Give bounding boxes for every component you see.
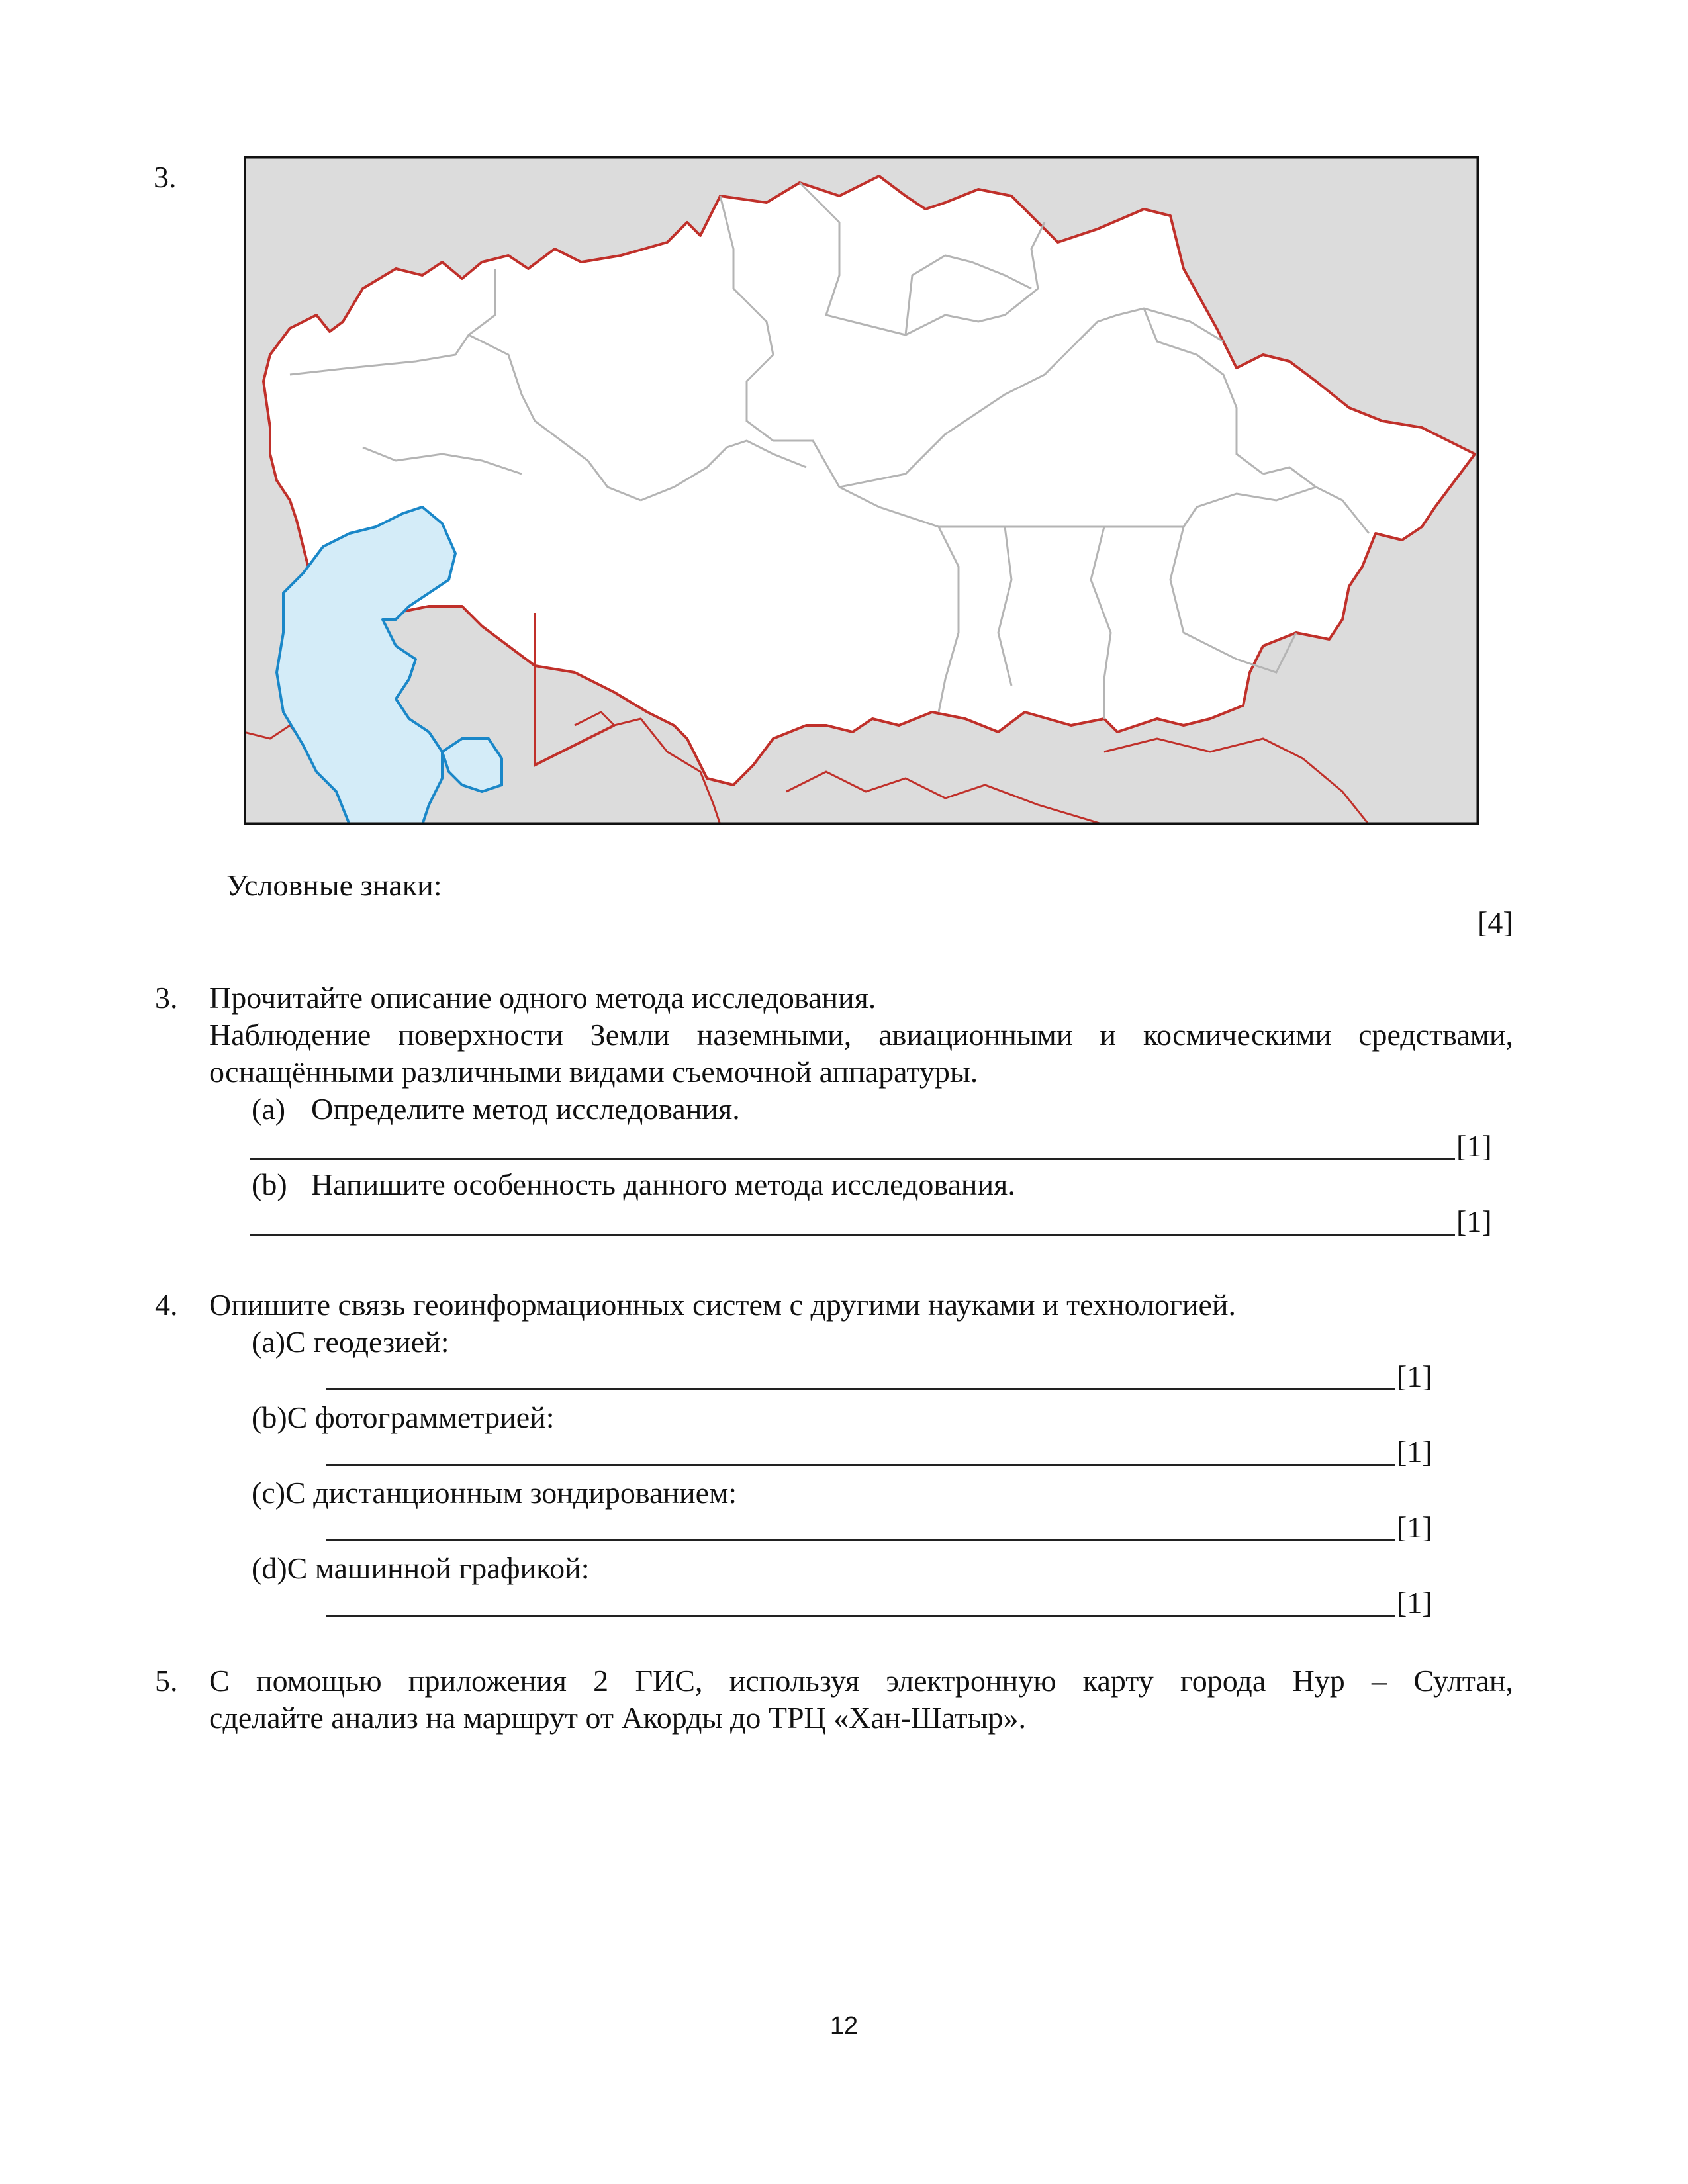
q3-a-score: [1] bbox=[1456, 1129, 1492, 1163]
q4-item-d-score: [1] bbox=[1397, 1586, 1432, 1619]
page-number: 12 bbox=[829, 2012, 859, 2040]
q4-item-a-label: (a)С геодезией: bbox=[252, 1325, 449, 1359]
q4-item-d-label: (d)С машинной графикой: bbox=[252, 1551, 590, 1585]
q4-item-d-answer-line[interactable] bbox=[326, 1615, 1395, 1617]
q3-a-marker: (a) bbox=[252, 1092, 286, 1126]
q4-item-c-score: [1] bbox=[1397, 1510, 1432, 1544]
q3-b-answer-line[interactable] bbox=[250, 1234, 1455, 1236]
q3-b-score: [1] bbox=[1456, 1205, 1492, 1238]
q4-item-b-score: [1] bbox=[1397, 1435, 1432, 1469]
q4-item-c-answer-line[interactable] bbox=[326, 1539, 1395, 1541]
q4-item-a-answer-line[interactable] bbox=[326, 1388, 1395, 1390]
map-task-number: 3. bbox=[154, 160, 177, 194]
q5-number: 5. bbox=[155, 1664, 178, 1698]
q3-intro: Прочитайте описание одного метода исследования. bbox=[209, 981, 876, 1015]
q3-number: 3. bbox=[155, 981, 178, 1015]
q4-number: 4. bbox=[155, 1288, 178, 1322]
q3-a-answer-line[interactable] bbox=[250, 1158, 1455, 1160]
q5-line1: С помощью приложения 2 ГИС, используя электронную карту города Нур – Султан, bbox=[209, 1664, 1513, 1698]
q4-item-b-answer-line[interactable] bbox=[326, 1464, 1395, 1466]
q5-line2: сделайте анализ на маршрут от Акорды до ТРЦ «Хан-Шатыр». bbox=[209, 1701, 1026, 1735]
q4-item-a-score: [1] bbox=[1397, 1359, 1432, 1393]
map-task-score: [4] bbox=[1477, 905, 1513, 939]
legend-label: Условные знаки: bbox=[226, 868, 442, 902]
kazakhstan-outline-map bbox=[244, 156, 1479, 825]
q3-b-text: Напишите особенность данного метода исследования. bbox=[311, 1167, 1015, 1201]
q4-item-b-label: (b)С фотограмметрией: bbox=[252, 1400, 555, 1434]
q3-description-line1: Наблюдение поверхности Земли наземными, авиационными и космическими средствами, bbox=[209, 1018, 1513, 1052]
q4-item-c-label: (c)С дистанционным зондированием: bbox=[252, 1476, 737, 1510]
q3-description-line2: оснащёнными различными видами съемочной аппаратуры. bbox=[209, 1055, 978, 1089]
q4-intro: Опишите связь геоинформационных систем с другими науками и технологией. bbox=[209, 1288, 1236, 1322]
q3-b-marker: (b) bbox=[252, 1167, 287, 1201]
q3-a-text: Определите метод исследования. bbox=[311, 1092, 740, 1126]
